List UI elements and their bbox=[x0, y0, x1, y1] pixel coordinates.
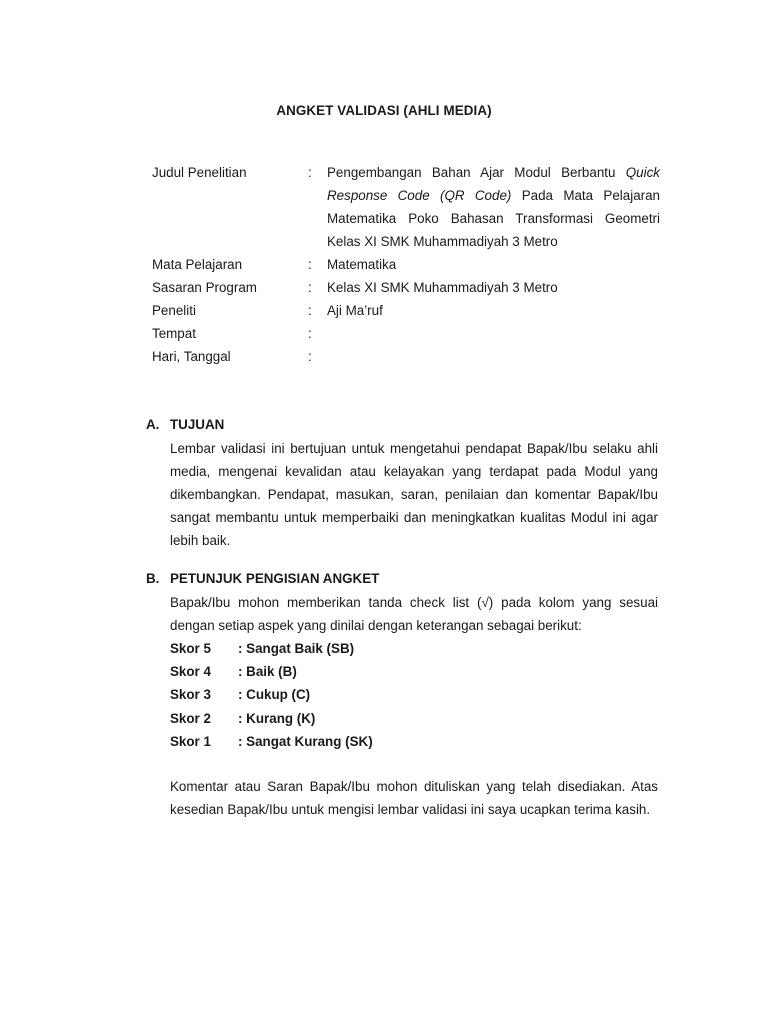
section-letter: A. bbox=[146, 417, 160, 432]
score-row bbox=[170, 660, 373, 683]
score-label: Skor 4 bbox=[170, 664, 211, 680]
info-value: Matematika bbox=[327, 257, 397, 272]
section-title: PETUNJUK PENGISIAN ANGKET bbox=[170, 571, 380, 586]
score-label: Skor 3 bbox=[170, 687, 211, 703]
judul-text-italic: Quick Response Code (QR Code) bbox=[327, 165, 660, 203]
info-row bbox=[152, 345, 660, 368]
info-colon: : bbox=[308, 326, 312, 341]
info-label: Peneliti bbox=[152, 303, 196, 318]
score-row bbox=[170, 730, 373, 753]
info-label: Judul Penelitian bbox=[152, 165, 247, 180]
score-desc: : Sangat Kurang (SK) bbox=[238, 733, 373, 749]
info-colon: : bbox=[308, 303, 312, 318]
score-list bbox=[170, 637, 373, 753]
info-colon: : bbox=[308, 349, 312, 364]
score-label: Skor 1 bbox=[170, 733, 211, 749]
section-letter: B. bbox=[146, 571, 160, 586]
info-value: Kelas XI SMK Muhammadiyah 3 Metro bbox=[327, 280, 558, 295]
info-colon: : bbox=[308, 165, 312, 180]
section-a-paragraph bbox=[170, 437, 658, 552]
info-value bbox=[327, 322, 660, 345]
info-label: Tempat bbox=[152, 326, 196, 341]
info-label: Hari, Tanggal bbox=[152, 349, 231, 364]
section-a-heading bbox=[146, 417, 224, 432]
info-row bbox=[152, 322, 660, 345]
info-label: Sasaran Program bbox=[152, 280, 257, 295]
info-colon: : bbox=[308, 257, 312, 272]
document-title: ANGKET VALIDASI (AHLI MEDIA) bbox=[276, 103, 492, 118]
info-value bbox=[327, 161, 660, 253]
info-row bbox=[152, 253, 660, 276]
closing-paragraph bbox=[170, 775, 658, 821]
score-row bbox=[170, 683, 373, 706]
score-label: Skor 2 bbox=[170, 710, 211, 726]
info-row-judul bbox=[152, 161, 660, 253]
info-label: Mata Pelajaran bbox=[152, 257, 243, 272]
score-desc: : Baik (B) bbox=[238, 664, 297, 680]
section-a-text: Lembar validasi ini bertujuan untuk mengetahui pendapat Bapak/Ibu selaku ahli media, mengenai kevalidan atau kelayakan yang terdapat pada Modul yang dikembangkan. Pendapat, masukan, saran, penilaian dan komentar Bapak/Ibu sangat membantu untuk memperbaiki dan meningkatkan kualitas Modul ini agar lebih baik. bbox=[170, 441, 658, 548]
info-colon: : bbox=[308, 280, 312, 295]
score-row bbox=[170, 707, 373, 730]
info-value: Aji Ma’ruf bbox=[327, 303, 383, 318]
closing-text: Komentar atau Saran Bapak/Ibu mohon dituliskan yang telah disediakan. Atas kesedian Bapak/Ibu untuk mengisi lembar validasi ini saya ucapkan terima kasih. bbox=[170, 779, 658, 817]
score-desc: : Sangat Baik (SB) bbox=[238, 641, 355, 656]
score-desc: : Cukup (C) bbox=[238, 687, 311, 703]
section-b-text: Bapak/Ibu mohon memberikan tanda check list (√) pada kolom yang sesuai dengan setiap aspek yang dinilai dengan keterangan sebagai berikut: bbox=[170, 595, 658, 633]
section-b-paragraph bbox=[170, 591, 658, 637]
info-row bbox=[152, 299, 660, 322]
section-title: TUJUAN bbox=[170, 417, 225, 432]
info-row bbox=[152, 276, 660, 299]
score-label: Skor 5 bbox=[170, 641, 211, 656]
score-desc: : Kurang (K) bbox=[238, 710, 316, 726]
judul-text-part1: Pengembangan Bahan Ajar Modul Berbantu bbox=[327, 165, 626, 180]
research-info bbox=[152, 161, 660, 368]
score-row bbox=[170, 637, 373, 660]
judul-text-part2: Pada Mata Pelajaran Matematika Poko Bahasan Transformasi Geometri Kelas XI SMK Muhammadiyah 3 Metro bbox=[327, 188, 660, 249]
section-b-heading bbox=[146, 571, 379, 586]
info-value bbox=[327, 345, 660, 368]
